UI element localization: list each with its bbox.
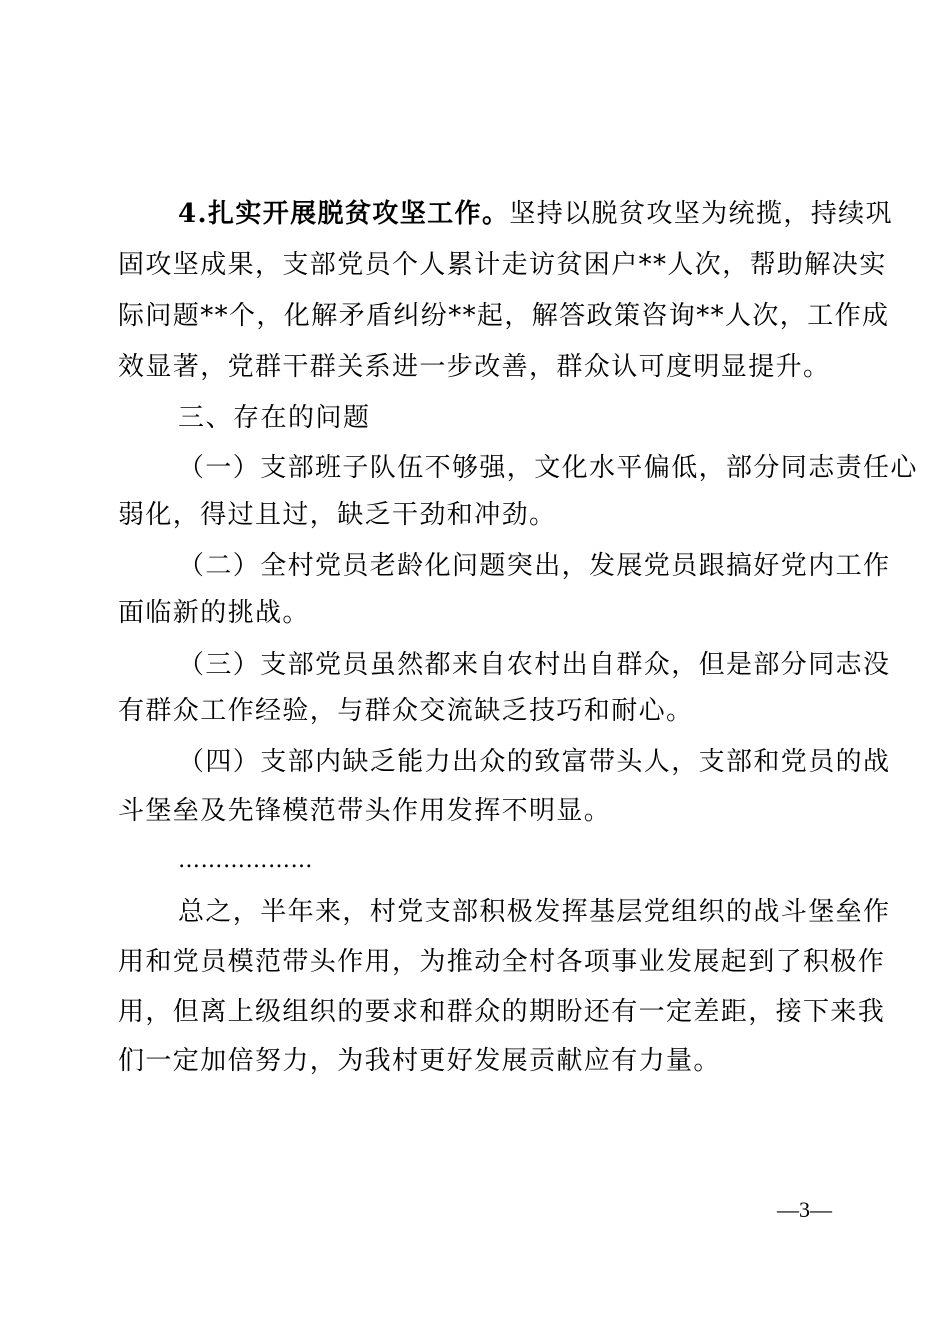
problems-heading: 三、存在的问题 [178,403,371,433]
section4-heading: 4.扎实开展脱贫攻坚工作。 [178,199,510,229]
section4-line-2: 固攻坚成果，支部党员个人累计走访贫困户**人次，帮助解决实 [118,250,887,280]
problem-3-line-1: （三）支部党员虽然都来自农村出自群众，但是部分同志没 [178,650,891,680]
problem-4-line-1: （四）支部内缺乏能力出众的致富带头人，支部和党员的战 [178,747,891,777]
problem-1-line-2: 弱化，得过且过，缺乏干劲和冲劲。 [118,500,557,530]
problem-1-line-1: （一）支部班子队伍不够强，文化水平偏低，部分同志责任心 [178,453,918,483]
section4-line-1 [178,195,893,233]
problem-4-line-2: 斗堡垒及先锋模范带头作用发挥不明显。 [118,796,612,826]
section4-line-4: 效显著，党群干群关系进一步改善，群众认可度明显提升。 [118,352,831,382]
ellipsis: ……………… [178,848,313,873]
problem-3-line-2: 有群众工作经验，与群众交流缺乏技巧和耐心。 [118,696,694,726]
page-number: —3— [777,1197,832,1222]
conclusion-line-2: 用和党员模范带头作用，为推动全村各项事业发展起到了积极作 [118,947,886,977]
conclusion-line-4: 们一定加倍努力，为我村更好发展贡献应有力量。 [118,1046,721,1076]
problem-2-line-1: （二）全村党员老龄化问题突出，发展党员跟搞好党内工作 [178,551,891,581]
conclusion-line-3: 用，但离上级组织的要求和群众的期盼还有一定差距，接下来我 [118,997,886,1027]
conclusion-line-1: 总之，半年来，村党支部积极发挥基层党组织的战斗堡垒作 [178,897,891,927]
section4-line-3: 际问题**个，化解矛盾纠纷**起，解答政策咨询**人次，工作成 [118,301,890,331]
section4-line-1-text: 坚持以脱贫攻坚为统揽，持续巩 [509,199,893,229]
problem-2-line-2: 面临新的挑战。 [118,598,310,628]
